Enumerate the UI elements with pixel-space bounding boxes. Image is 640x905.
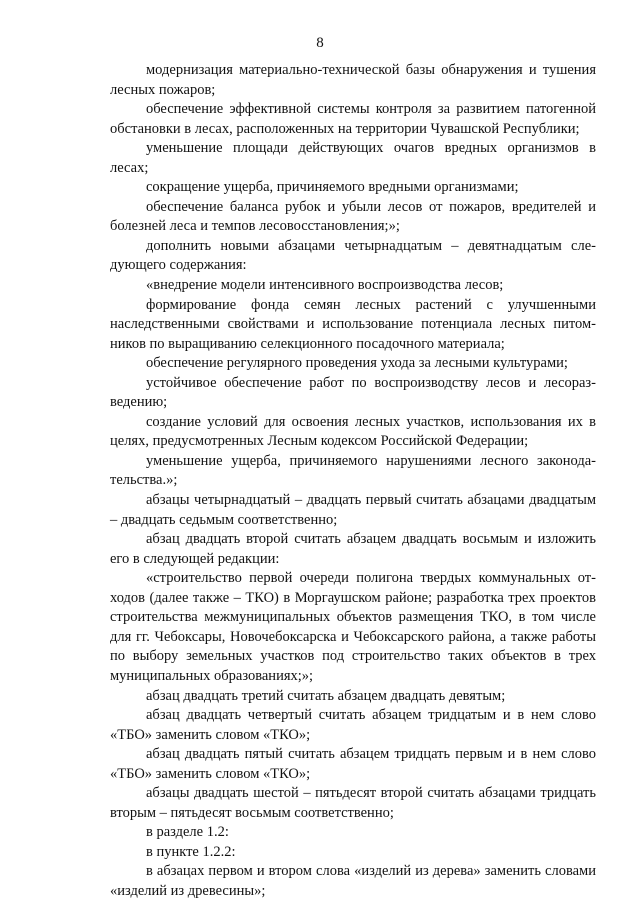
page-number: 8 — [316, 35, 324, 51]
paragraph: абзац двадцать третий считать абзацем двадцать девятым; — [146, 687, 506, 704]
paragraph: дополнить новыми абзацами четырнадцатым – девятнадцатым следующего содержания: — [110, 237, 596, 274]
document-body — [110, 61, 596, 902]
paragraph: в разделе 1.2: — [146, 824, 229, 841]
paragraph: устойчивое обеспечение работ по воспроизводству лесов и лесоразведению; — [110, 374, 596, 411]
paragraph: абзац двадцать пятый считать абзацем тридцать первым и в нем слово «ТБО» заменить словом «ТКО»; — [110, 746, 596, 782]
paragraph: уменьшение площади действующих очагов вредных организмов в лесах; — [110, 140, 596, 176]
paragraph: сокращение ущерба, причиняемого вредными организмами; — [146, 179, 519, 196]
paragraph: создание условий для освоения лесных участков, использования их в целях, предусмотренных Лесным кодексом Российской Федерации; — [110, 413, 596, 450]
paragraph: в пункте 1.2.2: — [146, 843, 236, 860]
paragraph: «внедрение модели интенсивного воспроизводства лесов; — [146, 277, 504, 294]
paragraph: модернизация материально-технической базы обнаружения и тушения лесных пожаров; — [110, 62, 596, 98]
paragraph: формирование фонда семян лесных растений с улучшенными наследственными свойствами и использование потенциала лесных питомников по выращиванию селекционного посадочного материала; — [110, 296, 596, 352]
paragraph: обеспечение баланса рубок и убыли лесов от пожаров, вредителей и болезней леса и темпов лесовосстановления;»; — [110, 198, 596, 235]
paragraph: «строительство первой очереди полигона твердых коммунальных отходов (далее также – ТКО) в Моргаушском районе; разработка трех проектов строительства межмуниципальных объектов размещения ТКО, в том числе для гг. Чебоксары, Новочебоксарска и Чебоксарского района, а также работы по выбору земельных участков под строительство таких объектов в трех муниципальных образованиях;»; — [110, 570, 596, 684]
paragraph: в абзацах первом и втором слова «изделий из дерева» заменить словами «изделий из древесины»; — [110, 863, 596, 899]
paragraph: обеспечение эффективной системы контроля за развитием патогенной обстановки в лесах, расположенных на территории Чувашской Республики; — [110, 101, 596, 137]
paragraph: абзац двадцать четвертый считать абзацем тридцатым и в нем слово «ТБО» заменить словом «ТКО»; — [110, 707, 596, 743]
paragraph: обеспечение регулярного проведения ухода за лесными культурами; — [146, 355, 568, 372]
paragraph: абзацы четырнадцатый – двадцать первый считать абзацами двадцатым – двадцать седьмым соответственно; — [110, 492, 596, 528]
paragraph: абзацы двадцать шестой – пятьдесят второй считать абзацами тридцать вторым – пятьдесят восьмым соответственно; — [110, 785, 596, 821]
paragraph: абзац двадцать второй считать абзацем двадцать восьмым и изложить его в следующей редакции: — [110, 531, 596, 567]
paragraph: уменьшение ущерба, причиняемого нарушениями лесного законодательства.»; — [110, 452, 596, 489]
